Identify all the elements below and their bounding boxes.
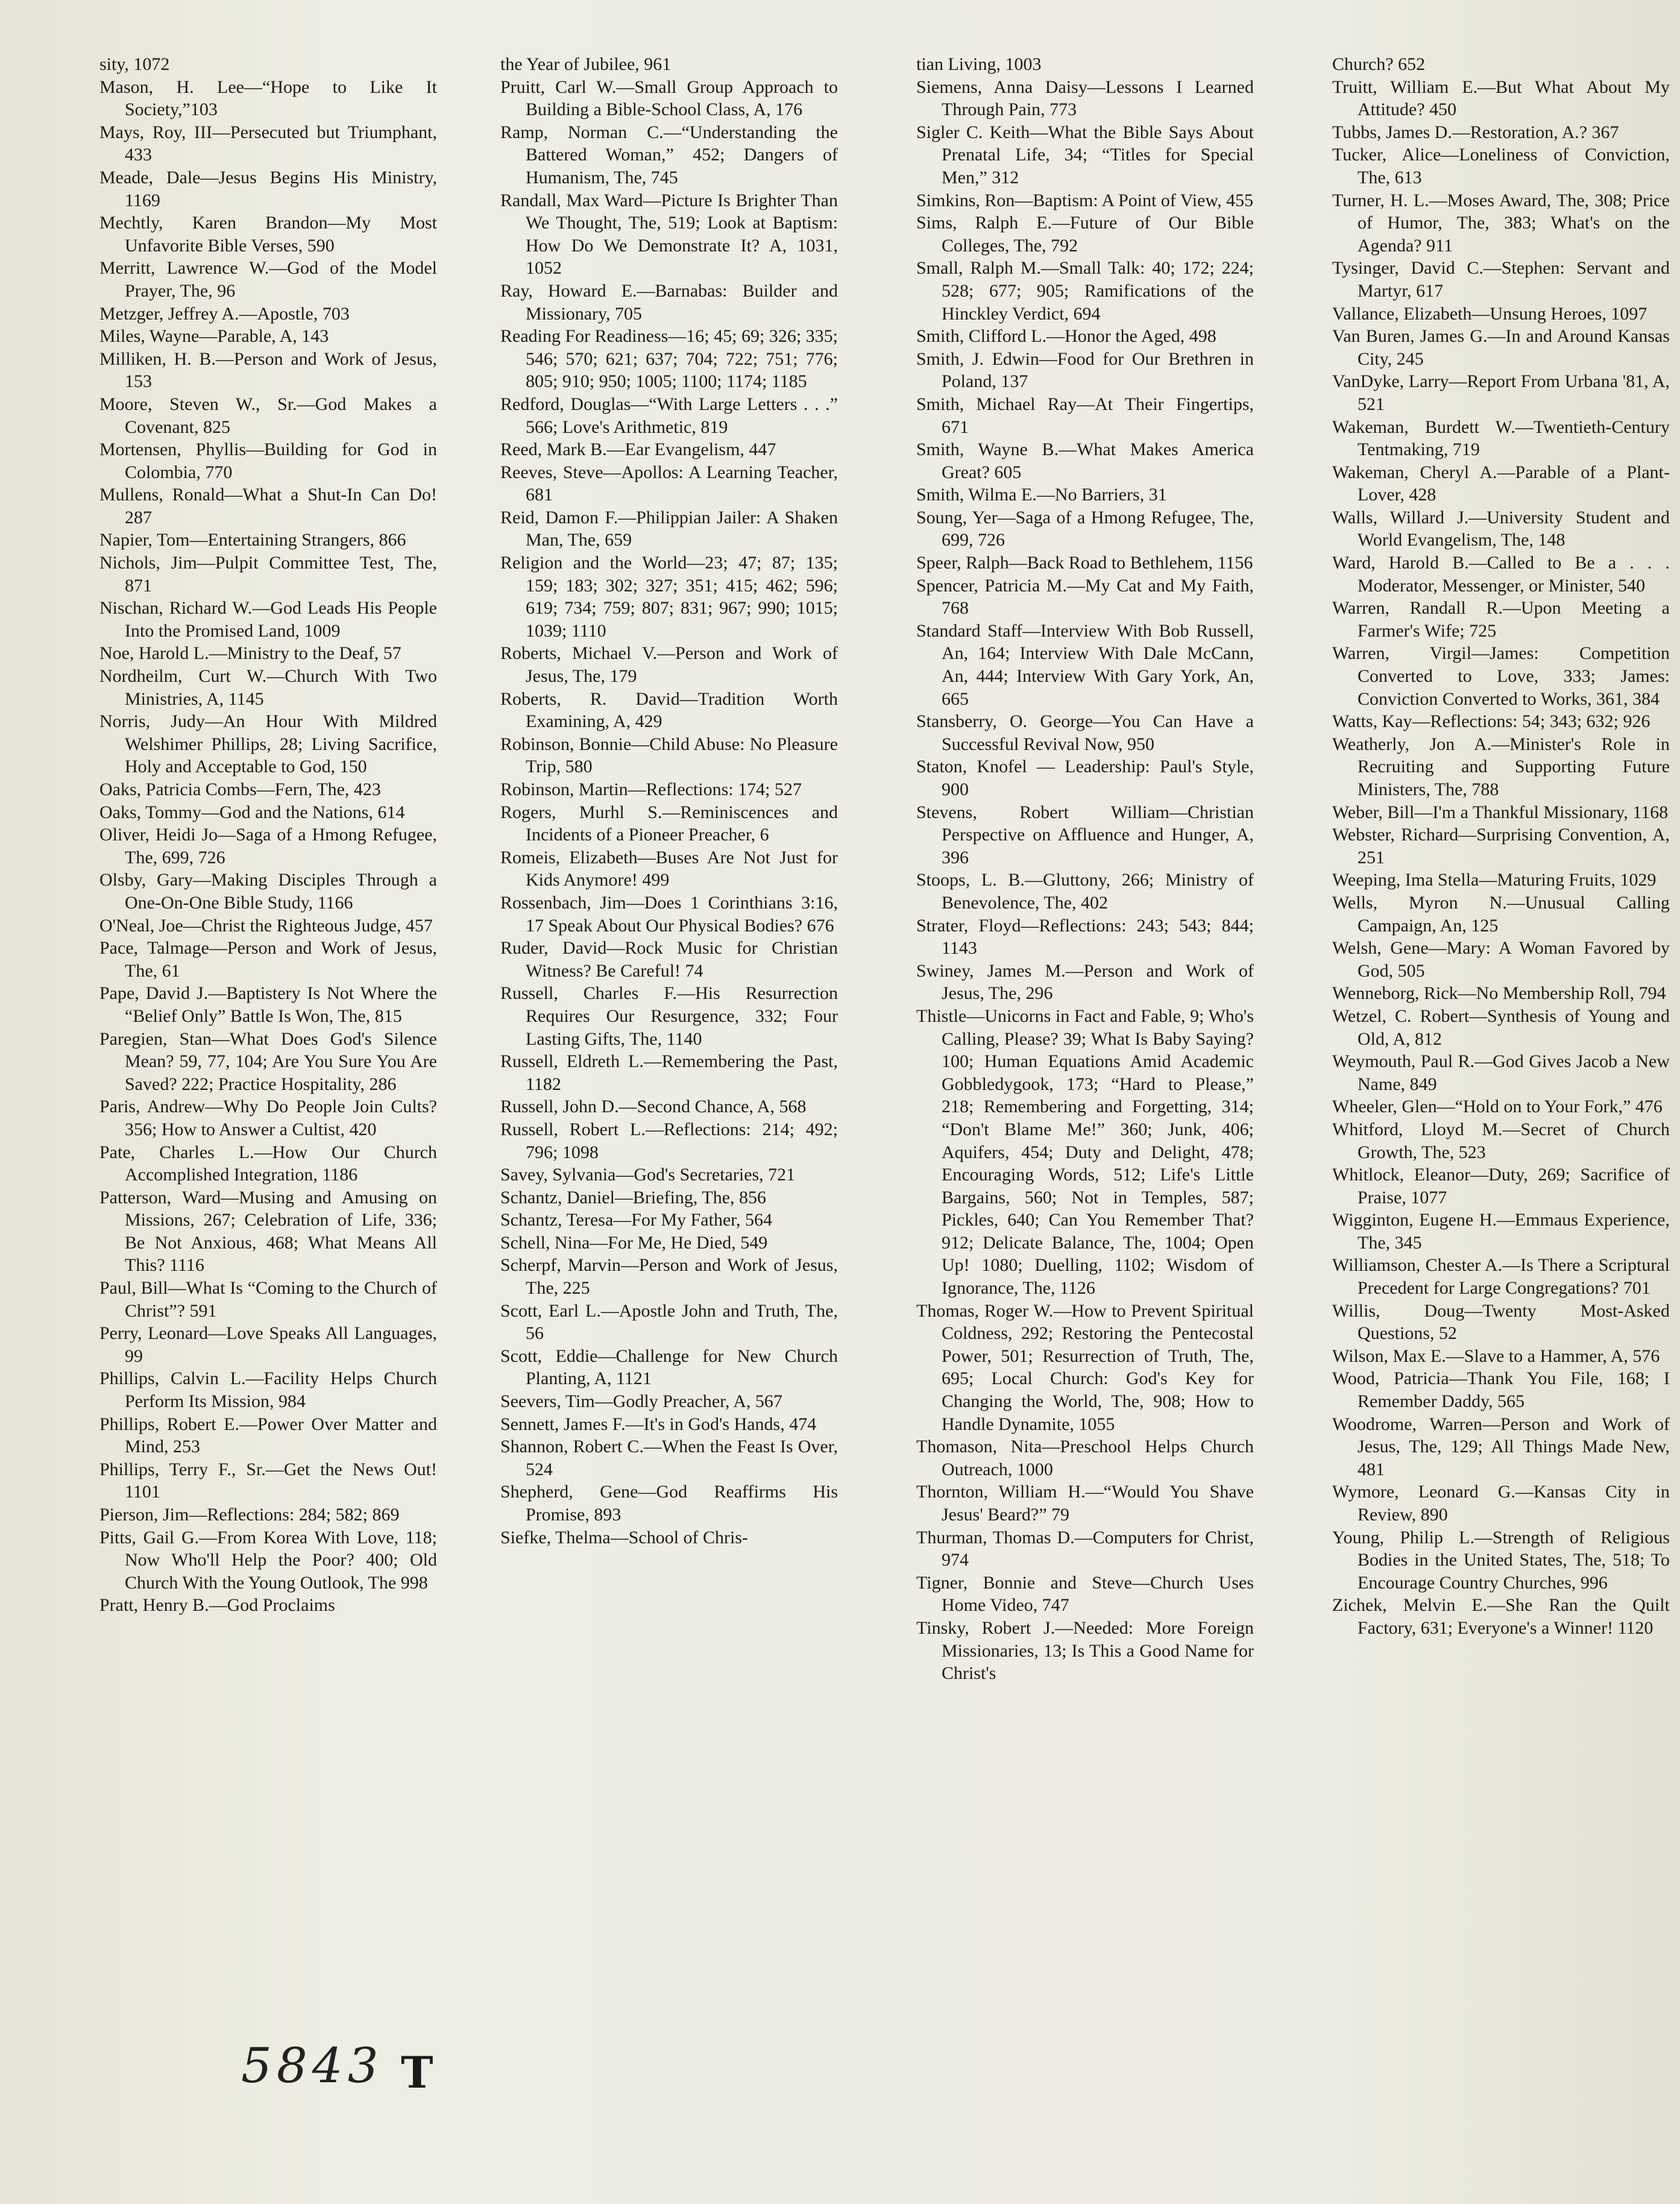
index-entry: Welsh, Gene—Mary: A Woman Favored by God, 505: [1332, 938, 1670, 981]
index-entry: Pruitt, Carl W.—Small Group Approach to Building a Bible-School Class, A, 176: [500, 77, 838, 120]
index-entry: Metzger, Jeffrey A.—Apostle, 703: [99, 303, 350, 324]
index-entry: VanDyke, Larry—Report From Urbana '81, A, 521: [1332, 371, 1670, 414]
index-entry: Robinson, Martin—Reflections: 174; 527: [500, 779, 802, 799]
index-entry: Williamson, Chester A.—Is There a Scriptural Precedent for Large Congregations? 701: [1332, 1255, 1670, 1299]
index-entry: Willis, Doug—Twenty Most-Asked Questions, 52: [1332, 1300, 1670, 1344]
index-entry: Stevens, Robert William—Christian Perspective on Affluence and Hunger, A, 396: [916, 802, 1254, 867]
index-entry: Napier, Tom—Entertaining Strangers, 866: [99, 530, 406, 550]
index-entry: Whitford, Lloyd M.—Secret of Church Growth, The, 523: [1332, 1119, 1670, 1162]
index-entry: O'Neal, Joe—Christ the Righteous Judge, 457: [99, 915, 433, 936]
index-entry: Mullens, Ronald—What a Shut-In Can Do! 287: [99, 485, 437, 527]
index-entry: Young, Philip L.—Strength of Religious Bodies in the United States, The, 518; To Encourage Country Churches, 996: [1332, 1527, 1670, 1593]
index-entry: Tigner, Bonnie and Steve—Church Uses Home Video, 747: [916, 1572, 1254, 1616]
index-entry: Weymouth, Paul R.—God Gives Jacob a New Name, 849: [1332, 1051, 1670, 1094]
index-entry: Scott, Earl L.—Apostle John and Truth, The, 56: [500, 1300, 838, 1344]
index-entry: Roberts, R. David—Tradition Worth Examining, A, 429: [500, 688, 838, 732]
index-entry: Thurman, Thomas D.—Computers for Christ, 974: [916, 1527, 1254, 1570]
index-entry: Redford, Douglas—“With Large Letters . . .” 566; Love's Arithmetic, 819: [500, 394, 838, 437]
index-entry: Schell, Nina—For Me, He Died, 549: [500, 1232, 768, 1253]
index-entry: the Year of Jubilee, 961: [500, 54, 672, 74]
index-entry: Reed, Mark B.—Ear Evangelism, 447: [500, 439, 776, 460]
index-entry: Tinsky, Robert J.—Needed: More Foreign Missionaries, 13; Is This a Good Name for Christ's: [916, 1617, 1254, 1684]
index-entry: Rossenbach, Jim—Does 1 Corinthians 3:16, 17 Speak About Our Physical Bodies? 676: [500, 892, 838, 936]
index-entry: Standard Staff—Interview With Bob Russell, An, 164; Interview With Dale McCann, An, 444; Interview With Gary York, An, 665: [916, 620, 1254, 709]
index-entry: Reid, Damon F.—Philippian Jailer: A Shaken Man, The, 659: [500, 507, 838, 550]
index-entry: Smith, Clifford L.—Honor the Aged, 498: [916, 326, 1216, 347]
index-entry: Wakeman, Burdett W.—Twentieth-Century Tentmaking, 719: [1332, 417, 1670, 460]
index-entry: Wetzel, C. Robert—Synthesis of Young and Old, A, 812: [1332, 1006, 1670, 1049]
index-entry: Whitlock, Eleanor—Duty, 269; Sacrifice of Praise, 1077: [1332, 1165, 1670, 1207]
index-entry: Stoops, L. B.—Gluttony, 266; Ministry of Benevolence, The, 402: [916, 870, 1254, 913]
index-entry: sity, 1072: [99, 54, 170, 74]
index-column-4: [1332, 53, 1670, 1640]
index-entry: Patterson, Ward—Musing and Amusing on Missions, 267; Celebration of Life, 336; Be Not Anxious, 468; What Means All This? 1116: [99, 1187, 437, 1276]
index-entry: Oaks, Tommy—God and the Nations, 614: [99, 802, 405, 822]
index-entry: Pape, David J.—Baptistery Is Not Where the “Belief Only” Battle Is Won, The, 815: [99, 983, 437, 1026]
index-entry: Smith, J. Edwin—Food for Our Brethren in Poland, 137: [916, 348, 1254, 392]
index-entry: Wells, Myron N.—Unusual Calling Campaign, An, 125: [1332, 892, 1670, 936]
index-entry: Russell, Charles F.—His Resurrection Requires Our Resurgence, 332; Four Lasting Gifts, The, 1140: [500, 983, 838, 1049]
index-entry: Siemens, Anna Daisy—Lessons I Learned Through Pain, 773: [916, 77, 1254, 120]
index-entry: Weber, Bill—I'm a Thankful Missionary, 1168: [1332, 802, 1669, 822]
index-entry: Strater, Floyd—Reflections: 243; 543; 844; 1143: [916, 915, 1254, 959]
index-entry: Soung, Yer—Saga of a Hmong Refugee, The, 699, 726: [916, 507, 1254, 550]
index-entry: Sennett, James F.—It's in God's Hands, 474: [500, 1414, 817, 1434]
index-entry: Scherpf, Marvin—Person and Work of Jesus, The, 225: [500, 1255, 838, 1299]
index-entry: Siefke, Thelma—School of Chris-: [500, 1527, 749, 1548]
index-entry: Nordheilm, Curt W.—Church With Two Ministries, A, 1145: [99, 666, 437, 709]
index-entry: Wymore, Leonard G.—Kansas City in Review, 890: [1332, 1482, 1670, 1525]
index-entry: Wheeler, Glen—“Hold on to Your Fork,” 476: [1332, 1097, 1663, 1117]
index-entry: Wakeman, Cheryl A.—Parable of a Plant-Lover, 428: [1332, 462, 1670, 505]
index-entry: Tubbs, James D.—Restoration, A.? 367: [1332, 122, 1619, 142]
index-entry: Thomas, Roger W.—How to Prevent Spiritual Coldness, 292; Restoring the Pentecostal Power, 501; Resurrection of Truth, The, 695; Local Church: God's Key for Changing the World, The, 908; How to Handle Dynamite, 1055: [916, 1300, 1254, 1434]
index-entry: Tucker, Alice—Loneliness of Conviction, The, 613: [1332, 145, 1670, 187]
index-entry: Smith, Wayne B.—What Makes America Great? 605: [916, 439, 1254, 482]
index-entry: Warren, Randall R.—Upon Meeting a Farmer's Wife; 725: [1332, 598, 1670, 641]
index-entry: Romeis, Elizabeth—Buses Are Not Just for Kids Anymore! 499: [500, 847, 838, 890]
index-entry: Nichols, Jim—Pulpit Committee Test, The, 871: [99, 553, 437, 596]
index-entry: Schantz, Teresa—For My Father, 564: [500, 1210, 773, 1230]
index-entry: Sigler C. Keith—What the Bible Says About Prenatal Life, 34; “Titles for Special Men,” 312: [916, 122, 1254, 187]
index-entry: Paris, Andrew—Why Do People Join Cults? 356; How to Answer a Cultist, 420: [99, 1097, 437, 1139]
index-entry: Ruder, David—Rock Music for Christian Witness? Be Careful! 74: [500, 938, 838, 981]
stamp-mark: T: [401, 2047, 433, 2098]
index-entry: Woodrome, Warren—Person and Work of Jesus, The, 129; All Things Made New, 481: [1332, 1414, 1670, 1479]
index-entry: Paregien, Stan—What Does God's Silence Mean? 59, 77, 104; Are You Sure You Are Saved? 222; Practice Hospitality, 286: [99, 1028, 437, 1094]
index-column-3: [916, 53, 1254, 1685]
index-entry: Vallance, Elizabeth—Unsung Heroes, 1097: [1332, 303, 1647, 324]
index-entry: Watts, Kay—Reflections: 54; 343; 632; 926: [1332, 711, 1650, 732]
index-entry: Wigginton, Eugene H.—Emmaus Experience, The, 345: [1332, 1210, 1670, 1253]
index-entry: Milliken, H. B.—Person and Work of Jesus, 153: [99, 348, 437, 392]
index-entry: Zichek, Melvin E.—She Ran the Quilt Factory, 631; Everyone's a Winner! 1120: [1332, 1595, 1670, 1638]
index-entry: Simkins, Ron—Baptism: A Point of View, 455: [916, 190, 1254, 210]
index-entry: Walls, Willard J.—University Student and World Evangelism, The, 148: [1332, 507, 1670, 550]
index-entry: Thistle—Unicorns in Fact and Fable, 9; Who's Calling, Please? 39; What Is Baby Saying? 100; Human Equations Amid Academic Gobbledygook, 173; “Hard to Please,” 218; Remembering and Forgetting, 314; “Don't Blame Me!” 360; Junk, 406; Aquifers, 454; Duty and Delight, 478; Encouraging Words, 512; Life's Little Bargains, 560; Not in Temples, 587; Pickles, 640; Can You Remember That? 912; Delicate Balance, The, 1004; Open Up! 1080; Duelling, 1102; Wisdom of Ignorance, The, 1126: [916, 1006, 1254, 1299]
index-entry: Roberts, Michael V.—Person and Work of Jesus, The, 179: [500, 643, 838, 687]
index-entry: Paul, Bill—What Is “Coming to the Church of Christ”? 591: [99, 1278, 437, 1321]
index-entry: Mason, H. Lee—“Hope to Like It Society,”103: [99, 77, 437, 120]
index-entry: Ramp, Norman C.—“Understanding the Battered Woman,” 452; Dangers of Humanism, The, 745: [500, 122, 838, 187]
index-column-2: [500, 53, 838, 1549]
index-entry: Church? 652: [1332, 54, 1426, 74]
index-entry: Warren, Virgil—James: Competition Converted to Love, 333; James: Conviction Converted to Works, 361, 384: [1332, 643, 1670, 709]
index-entry: Thornton, William H.—“Would You Shave Jesus' Beard?” 79: [916, 1482, 1254, 1525]
index-entry: Small, Ralph M.—Small Talk: 40; 172; 224; 528; 677; 905; Ramifications of the Hinckley Verdict, 694: [916, 258, 1254, 324]
index-entry: Spencer, Patricia M.—My Cat and My Faith, 768: [916, 575, 1254, 619]
index-entry: Phillips, Terry F., Sr.—Get the News Out! 1101: [99, 1459, 437, 1502]
index-entry: Weatherly, Jon A.—Minister's Role in Recruiting and Supporting Future Ministers, The, 788: [1332, 734, 1670, 799]
index-entry: Thomason, Nita—Preschool Helps Church Outreach, 1000: [916, 1437, 1254, 1479]
index-entry: Pierson, Jim—Reflections: 284; 582; 869: [99, 1505, 400, 1525]
index-entry: Shepherd, Gene—God Reaffirms His Promise, 893: [500, 1482, 838, 1525]
index-entry: Wood, Patricia—Thank You File, 168; I Remember Daddy, 565: [1332, 1368, 1670, 1412]
index-entry: Pace, Talmage—Person and Work of Jesus, The, 61: [99, 938, 437, 981]
index-entry: Pratt, Henry B.—God Proclaims: [99, 1595, 335, 1616]
index-entry: Robinson, Bonnie—Child Abuse: No Pleasure Trip, 580: [500, 734, 838, 777]
index-entry: Pate, Charles L.—How Our Church Accomplished Integration, 1186: [99, 1142, 437, 1185]
index-entry: Perry, Leonard—Love Speaks All Languages, 99: [99, 1323, 437, 1366]
index-entry: Moore, Steven W., Sr.—God Makes a Covenant, 825: [99, 394, 437, 437]
index-entry: Randall, Max Ward—Picture Is Brighter Than We Thought, The, 519; Look at Baptism: How Do We Demonstrate It? A, 1031, 1052: [500, 190, 838, 279]
index-entry: Meade, Dale—Jesus Begins His Ministry, 1169: [99, 167, 437, 210]
index-entry: Noe, Harold L.—Ministry to the Deaf, 57: [99, 643, 401, 664]
index-entry: Savey, Sylvania—God's Secretaries, 721: [500, 1165, 796, 1185]
index-entry: Olsby, Gary—Making Disciples Through a One-On-One Bible Study, 1166: [99, 870, 437, 913]
index-entry: Reeves, Steve—Apollos: A Learning Teacher, 681: [500, 462, 838, 505]
index-entry: Wenneborg, Rick—No Membership Roll, 794: [1332, 983, 1666, 1004]
index-entry: Scott, Eddie—Challenge for New Church Planting, A, 1121: [500, 1346, 838, 1389]
index-entry: Schantz, Daniel—Briefing, The, 856: [500, 1187, 767, 1207]
index-entry: Truitt, William E.—But What About My Attitude? 450: [1332, 77, 1670, 120]
index-entry: Van Buren, James G.—In and Around Kansas City, 245: [1332, 326, 1670, 369]
index-entry: Weeping, Ima Stella—Maturing Fruits, 1029: [1332, 870, 1656, 890]
index-entry: Turner, H. L.—Moses Award, The, 308; Price of Humor, The, 383; What's on the Agenda? 911: [1332, 190, 1670, 256]
index-entry: Russell, Eldreth L.—Remembering the Past, 1182: [500, 1051, 838, 1094]
index-entry: Sims, Ralph E.—Future of Our Bible Colleges, The, 792: [916, 213, 1254, 256]
index-entry: Speer, Ralph—Back Road to Bethlehem, 1156: [916, 553, 1253, 573]
index-entry: Reading For Readiness—16; 45; 69; 326; 335; 546; 570; 621; 637; 704; 722; 751; 776; 805; 910; 950; 1005; 1100; 1174; 1185: [500, 326, 838, 392]
index-entry: Oliver, Heidi Jo—Saga of a Hmong Refugee, The, 699, 726: [99, 825, 437, 867]
index-entry: Webster, Richard—Surprising Convention, A, 251: [1332, 825, 1670, 867]
index-entry: Norris, Judy—An Hour With Mildred Welshimer Phillips, 28; Living Sacrifice, Holy and Acceptable to God, 150: [99, 711, 437, 777]
index-entry: tian Living, 1003: [916, 54, 1042, 74]
index-entry: Staton, Knofel — Leadership: Paul's Style, 900: [916, 757, 1254, 799]
index-entry: Phillips, Calvin L.—Facility Helps Church Perform Its Mission, 984: [99, 1368, 437, 1412]
index-entry: Mortensen, Phyllis—Building for God in Colombia, 770: [99, 439, 437, 482]
index-entry: Shannon, Robert C.—When the Feast Is Over, 524: [500, 1437, 838, 1479]
index-entry: Russell, John D.—Second Chance, A, 568: [500, 1097, 807, 1117]
index-entry: Wilson, Max E.—Slave to a Hammer, A, 576: [1332, 1346, 1660, 1366]
index-entry: Smith, Michael Ray—At Their Fingertips, 671: [916, 394, 1254, 437]
index-entry: Nischan, Richard W.—God Leads His People Into the Promised Land, 1009: [99, 598, 437, 641]
index-entry: Phillips, Robert E.—Power Over Matter and Mind, 253: [99, 1414, 437, 1457]
index-entry: Seevers, Tim—Godly Preacher, A, 567: [500, 1391, 782, 1412]
index-entry: Mechtly, Karen Brandon—My Most Unfavorite Bible Verses, 590: [99, 213, 437, 256]
index-entry: Stansberry, O. George—You Can Have a Successful Revival Now, 950: [916, 711, 1254, 754]
index-entry: Tysinger, David C.—Stephen: Servant and Martyr, 617: [1332, 258, 1670, 301]
index-entry: Merritt, Lawrence W.—God of the Model Prayer, The, 96: [99, 258, 437, 301]
index-entry: Ward, Harold B.—Called to Be a . . . Moderator, Messenger, or Minister, 540: [1332, 553, 1670, 596]
index-entry: Mays, Roy, III—Persecuted but Triumphant, 433: [99, 122, 437, 165]
index-entry: Smith, Wilma E.—No Barriers, 31: [916, 485, 1167, 505]
index-column-1: [99, 53, 437, 1617]
index-entry: Oaks, Patricia Combs—Fern, The, 423: [99, 779, 381, 799]
index-entry: Russell, Robert L.—Reflections: 214; 492; 796; 1098: [500, 1119, 838, 1162]
handwritten-page-number: 5843: [241, 2038, 383, 2094]
index-entry: Religion and the World—23; 47; 87; 135; 159; 183; 302; 327; 351; 415; 462; 596; 619; 734; 759; 807; 831; 967; 990; 1015; 1039; 1110: [500, 553, 838, 641]
index-entry: Rogers, Murhl S.—Reminiscences and Incidents of a Pioneer Preacher, 6: [500, 802, 838, 845]
index-entry: Miles, Wayne—Parable, A, 143: [99, 326, 329, 347]
index-entry: Pitts, Gail G.—From Korea With Love, 118; Now Who'll Help the Poor? 400; Old Church With the Young Outlook, The 998: [99, 1527, 437, 1593]
index-entry: Ray, Howard E.—Barnabas: Builder and Missionary, 705: [500, 280, 838, 324]
index-entry: Swiney, James M.—Person and Work of Jesus, The, 296: [916, 960, 1254, 1004]
